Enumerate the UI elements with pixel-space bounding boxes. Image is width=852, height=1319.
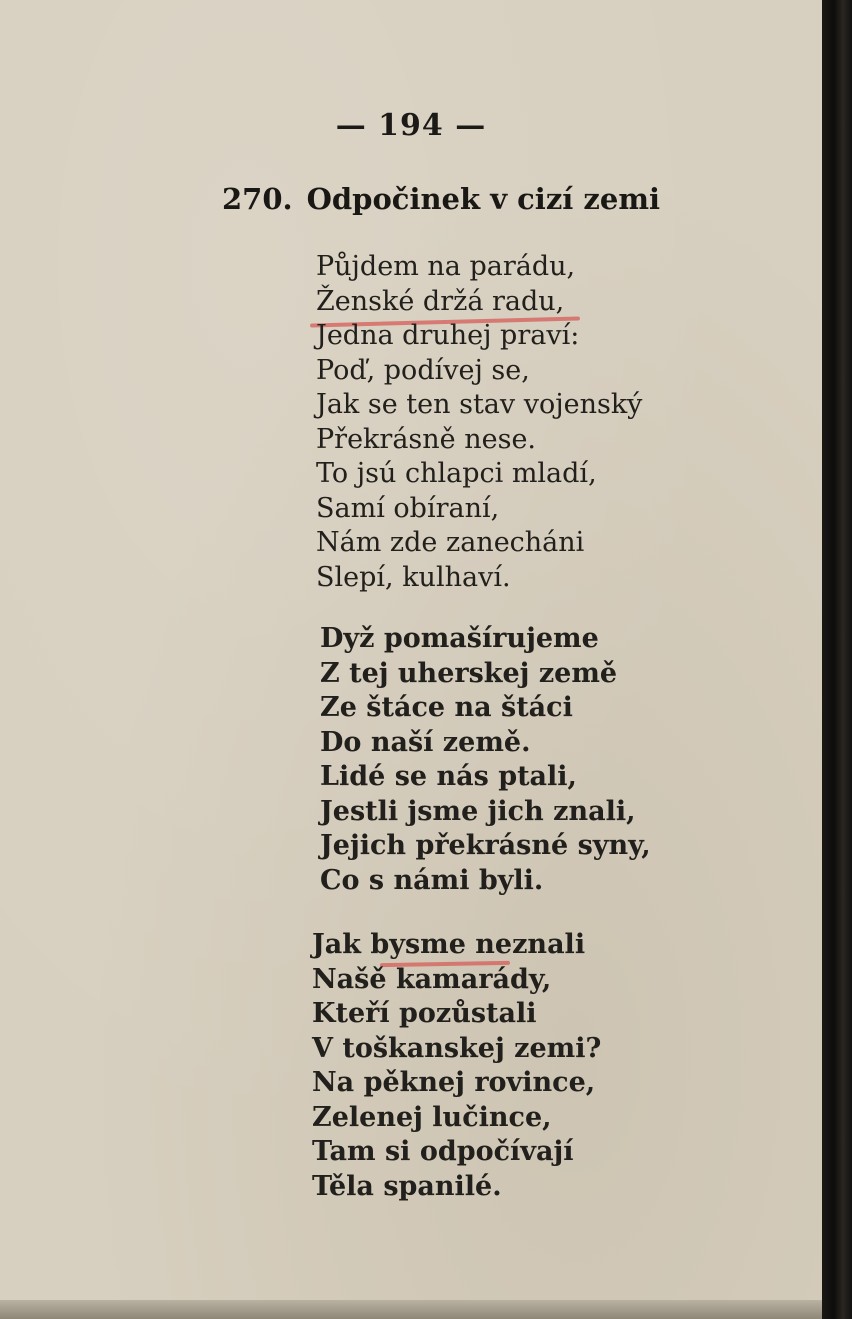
stanza-3 xyxy=(312,928,601,1204)
verse-line: Do naší země. xyxy=(320,726,531,758)
verse-line: Ze štáce na štáci xyxy=(320,692,573,723)
verse-line: Půjdem na parádu, xyxy=(316,251,576,282)
stanza-2 xyxy=(320,622,651,898)
verse-line: Jak se ten stav vojenský xyxy=(316,389,643,420)
page-number: — 194 — xyxy=(335,108,487,143)
verse-line: Samí obíraní, xyxy=(316,492,500,524)
song-title: Odpočinek v cizí zemi xyxy=(306,182,661,216)
verse-line: Co s námi byli. xyxy=(320,864,544,896)
verse-line: Slepí, kulhaví. xyxy=(316,561,511,593)
verse-line: Našě kamarády, xyxy=(312,963,552,995)
song-heading xyxy=(222,182,660,216)
verse-line: Zelenej lučince, xyxy=(312,1101,552,1133)
verse-line: Ženské držá radu, xyxy=(316,285,565,317)
page-bottom-edge xyxy=(0,1300,822,1319)
stanza-1 xyxy=(316,250,642,595)
verse-line: Nám zde zanecháni xyxy=(316,527,585,558)
verse-line: Na pěknej rovince, xyxy=(312,1067,596,1098)
verse-line: Těla spanilé. xyxy=(312,1170,502,1202)
verse-line: Jejich překrásné syny, xyxy=(320,830,651,861)
verse-line: Tam si odpočívají xyxy=(312,1136,574,1167)
song-number: 270. xyxy=(222,182,293,216)
book-spine-edge xyxy=(822,0,852,1319)
verse-line: Jedna druhej praví: xyxy=(316,320,580,351)
verse-line: Jestli jsme jich znali, xyxy=(320,795,636,827)
verse-line: Z tej uherskej země xyxy=(320,657,618,689)
verse-line: Dyž pomašírujeme xyxy=(320,623,599,654)
verse-line: Kteří pozůstali xyxy=(312,998,537,1029)
verse-line: To jsú chlapci mladí, xyxy=(316,458,597,489)
verse-line: Poď, podívej se, xyxy=(316,354,530,386)
verse-line: Jak bysme neznali xyxy=(312,929,586,960)
verse-line: V toškanskej zemi? xyxy=(312,1032,602,1064)
verse-line: Překrásně nese. xyxy=(316,423,537,455)
verse-line: Lidé se nás ptali, xyxy=(320,761,577,792)
